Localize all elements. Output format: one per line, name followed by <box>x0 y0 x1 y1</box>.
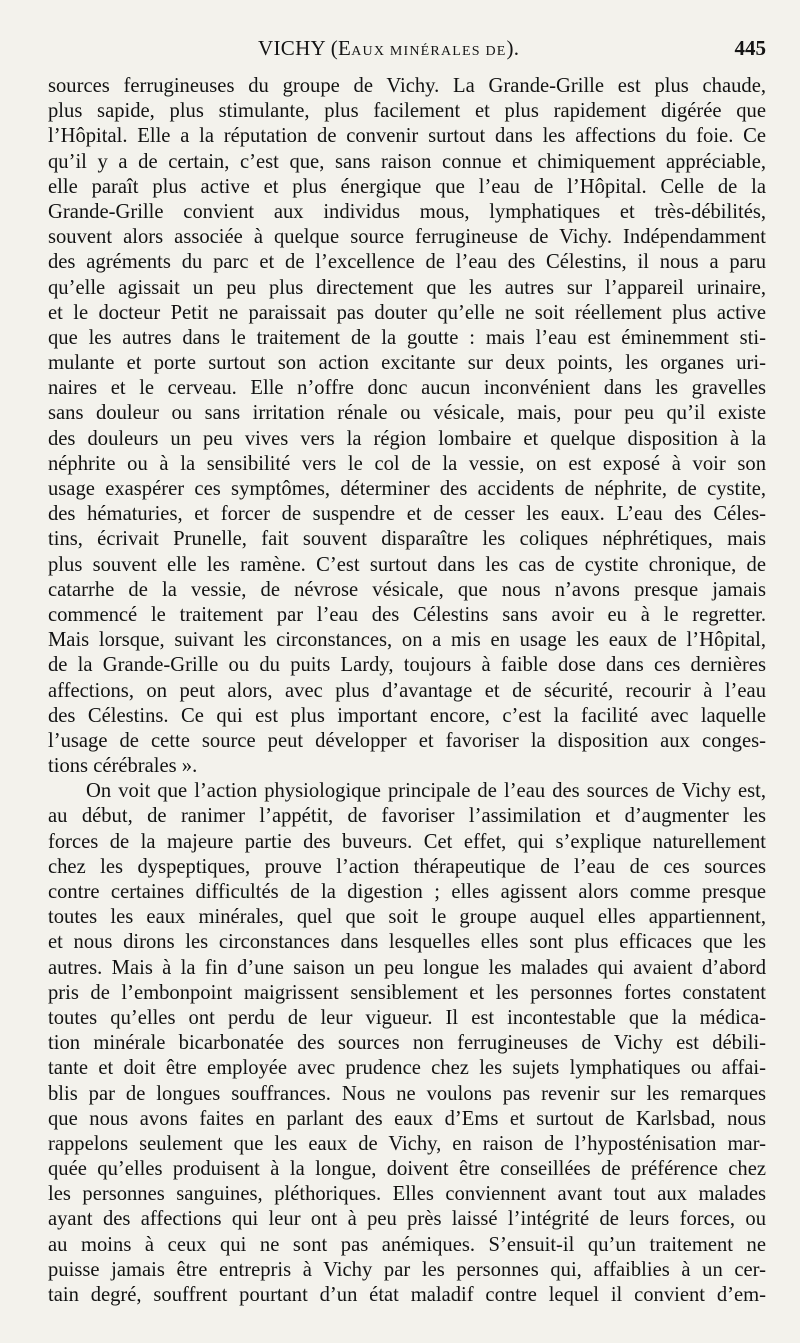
text-line: sources ferrugineuses du groupe de Vichy. La Grande-Grille est plus chaude, <box>48 75 766 97</box>
text-line: les personnes sanguines, pléthoriques. Elles conviennent avant tout aux malades <box>48 1183 766 1206</box>
text-line: que les autres dans le traitement de la goutte : mais l’eau est éminemment sti- <box>48 326 766 349</box>
text-line: blis par de longues souffrances. Nous ne voulons pas revenir sur les remarques <box>48 1082 766 1105</box>
title-main: VICHY (E <box>258 36 352 60</box>
text-line: Grande-Grille convient aux individus mous, lymphatiques et très-débilités, <box>48 200 766 223</box>
text-line: pris de l’embonpoint maigrissent sensiblement et les personnes fortes constatent <box>48 981 766 1004</box>
text-line: tante et doit être employée avec prudence chez les sujets lymphatiques ou affai- <box>48 1057 766 1080</box>
running-header <box>48 36 766 66</box>
text-line: souvent alors associée à quelque source ferrugineuse de Vichy. Indépendamment <box>48 226 766 249</box>
text-line: On voit que l’action physiologique principale de l’eau des sources de Vichy est, <box>86 780 766 803</box>
text-line: sans douleur ou sans irritation rénale ou vésicale, mais, pour peu qu’il existe <box>48 402 766 425</box>
page-number: 445 <box>734 36 766 60</box>
text-line: néphrite ou à la sensibilité vers le col de la vessie, on est exposé à voir son <box>48 452 766 475</box>
text-line: ayant des affections qui leur ont à peu près laissé l’intégrité de leurs forces, ou <box>48 1208 766 1231</box>
text-line: et nous dirons les circonstances dans lesquelles elles sont plus efficaces que les <box>48 931 766 954</box>
text-line: tain degré, souffrent pourtant d’un état maladif contre lequel il convient d’em- <box>48 1284 766 1306</box>
running-title <box>258 36 519 61</box>
text-line: toutes qu’elles ont perdu de leur vigueur. Il est incontestable que la médica- <box>48 1006 766 1029</box>
text-line: des douleurs un peu vives vers la région lombaire et quelque disposition à la <box>48 427 766 450</box>
text-line: qu’elle agissait un peu plus directement que les autres sur l’appareil urinaire, <box>48 276 766 299</box>
text-line: commencé le traitement par l’eau des Célestins sans avoir eu à le regretter. <box>48 603 766 626</box>
text-line: affections, on peut alors, avec plus d’avantage et de sécurité, recourir à l’eau <box>48 679 766 702</box>
title-end: ). <box>506 36 520 60</box>
text-line: forces de la majeure partie des buveurs. Cet effet, qui s’explique naturellement <box>48 830 766 853</box>
text-line: des Célestins. Ce qui est plus important encore, c’est la facilité avec laquelle <box>48 704 766 727</box>
text-line: des hématuries, et forcer de suspendre et de cesser les eaux. L’eau des Céles- <box>48 503 766 526</box>
text-line: tins, écrivait Prunelle, fait souvent disparaître les coliques néphrétiques, mais <box>48 528 766 551</box>
text-line: de la Grande-Grille ou du puits Lardy, toujours à faible dose dans ces dernières <box>48 654 766 677</box>
text-line: tion minérale bicarbonatée des sources non ferrugineuses de Vichy est débili- <box>48 1032 766 1055</box>
text-line: qu’il y a de certain, c’est que, sans raison connue et chimiquement appréciable, <box>48 150 766 173</box>
text-line: l’Hôpital. Elle a la réputation de convenir surtout dans les affections du foie. Ce <box>48 125 766 148</box>
text-line: Mais lorsque, suivant les circonstances, on a mis en usage les eaux de l’Hôpital, <box>48 629 766 652</box>
text-line: que nous avons faites en parlant des eaux d’Ems et surtout de Karlsbad, nous <box>48 1107 766 1130</box>
text-line: et le docteur Petit ne paraissait pas douter qu’elle ne soit réellement plus active <box>48 301 766 324</box>
text-line: au début, de ranimer l’appétit, de favoriser l’assimilation et d’augmenter les <box>48 805 766 828</box>
text-line: puisse jamais être entrepris à Vichy par les personnes qui, affaiblies à un cer- <box>48 1258 766 1281</box>
text-line: plus sapide, plus stimulante, plus facilement et plus rapidement digérée que <box>48 100 766 123</box>
text-line: chez les dyspeptiques, prouve l’action thérapeutique de l’eau de ces sources <box>48 855 766 878</box>
text-line: mulante et porte surtout son action excitante sur deux points, les organes uri- <box>48 352 766 375</box>
text-line: tions cérébrales ». <box>48 755 198 778</box>
text-line: usage exaspérer ces symptômes, déterminer des accidents de néphrite, de cystite, <box>48 478 766 500</box>
text-line: autres. Mais à la fin d’une saison un peu longue les malades qui avaient d’abord <box>48 956 766 979</box>
text-line: elle paraît plus active et plus énergique que l’eau de l’Hôpital. Celle de la <box>48 175 766 198</box>
text-line: l’usage de cette source peut développer et favoriser la disposition aux conges- <box>48 729 766 752</box>
text-line: plus souvent elle les ramène. C’est surtout dans les cas de cystite chronique, de <box>48 553 766 576</box>
text-line: rappelons seulement que les eaux de Vichy, en raison de l’hyposténisation mar- <box>48 1132 766 1155</box>
title-small-caps: AUX MINÉRALES DE <box>351 44 507 59</box>
text-line: catarrhe de la vessie, de névrose vésicale, que nous n’avons presque jamais <box>48 578 766 601</box>
body-text <box>48 74 766 1308</box>
text-line: au moins à ceux qui ne sont pas anémiques. S’ensuit-il qu’un traitement ne <box>48 1233 766 1256</box>
text-line: toutes les eaux minérales, quel que soit le groupe auquel elles appartiennent, <box>48 906 766 929</box>
text-line: naires et le cerveau. Elle n’offre donc aucun inconvénient dans les gravelles <box>48 377 766 400</box>
text-line: contre certaines difficultés de la digestion ; elles agissent alors comme presque <box>48 881 766 903</box>
text-line: des agréments du parc et de l’excellence de l’eau des Célestins, il nous a paru <box>48 251 766 274</box>
text-line: quée qu’elles produisent à la longue, doivent être conseillées de préférence chez <box>48 1158 766 1181</box>
